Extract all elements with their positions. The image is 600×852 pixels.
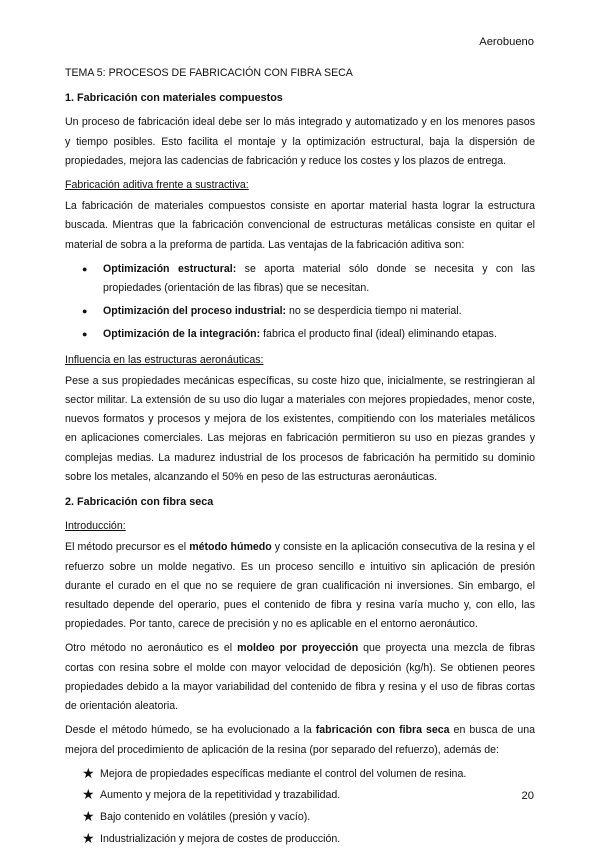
dry-fiber-benefits-list [65,765,535,849]
list-item-term: Optimización estructural: [103,262,237,275]
subheading-additive: Fabricación aditiva frente a sustractiva: [65,179,249,192]
bullet-icon: ● [82,306,88,317]
list-item: ★ Mejora de propiedades específicas mediante el control del volumen de resina. [82,765,535,784]
list-item [82,260,535,298]
list-item-term: Optimización del proceso industrial: [103,305,287,318]
subheading-aeronautical: Influencia en las estructuras aeronáuticas: [65,353,264,366]
list-item-text: fabrica el producto final (ideal) eliminando etapas. [260,328,497,341]
subheading-introduction: Introducción: [65,520,126,533]
bullet-icon: ● [82,263,88,274]
bullet-icon: ● [82,329,88,340]
list-item-text: no se desperdicia tiempo ni material. [286,305,462,318]
list-item-term: Optimización de la integración: [103,328,261,341]
advantages-list [65,260,535,345]
list-item: ★ Industrialización y mejora de costes de producción. [82,830,535,849]
star-icon: ★ [82,829,95,846]
star-icon: ★ [82,786,95,803]
section-2-paragraph-3: Desde el método húmedo, se ha evolucionado a la fabricación con fibra seca en busca de una mejora del procedimiento de aplicación de la resina (por separado del refuerzo), además de: [65,724,535,756]
list-item [82,302,535,321]
list-item: ★ Aumento y mejora de la repetitividad y trazabilidad. [82,786,535,805]
list-item: ★ Bajo contenido en volátiles (presión y vacío). [82,808,535,827]
page-header-author: Aerobueno [479,36,534,48]
list-item-text: se aporta material sólo donde se necesita y con las propiedades (orientación de las fibras) que se necesitan. [103,262,535,295]
section-2-paragraph-2: Otro método no aeronáutico es el moldeo por proyección que proyecta una mezcla de fibras cortas con resina sobre el molde con mayor velocidad de deposición (kg/h). Se obtienen peores propiedades debido a la mayor variabilidad del contenido de fibra y resina y el uso de fibras cortas de orientación aleatoria. [65,642,535,713]
section-2-paragraph-1: El método precursor es el método húmedo y consiste en la aplicación consecutiva de la resina y el refuerzo sobre un molde negativo. Es un proceso sencillo e intuitivo sin aplicación de presión durante el curado en el que no se requiere de gran cualificación ni inversiones. Sin embargo, el resultado depende del operario, pues el contenido de fibra y resina varía mucho y, con ello, las propiedades. Por tanto, carece de precisión y no es aplicable en el entorno aeronáutico. [65,541,536,631]
section-1-paragraph-2: La fabricación de materiales compuestos consiste en aportar material hasta lograr la estructura buscada. Mientras que la fabricación convencional de estructuras metálicas consiste en quitar el material de sobra a la preforma de partida. Las ventajas de la fabricación aditiva son: [65,200,535,251]
list-item [82,325,535,344]
star-icon: ★ [82,764,95,781]
document-title: TEMA 5: PROCESOS DE FABRICACIÓN CON FIBRA SECA [65,67,353,79]
section-2-heading: 2. Fabricación con fibra seca [65,496,214,509]
section-1-paragraph-3: Pese a sus propiedades mecánicas específicas, su coste hizo que, inicialmente, se restringieran al sector militar. La extensión de su uso dio lugar a materiales con mejores propiedades, menor coste, nuevos formatos y procesos y mejora de los existentes, compitiendo con los materiales metálicos en aplicaciones comerciales. Las mejoras en fabricación permitieron su uso en piezas grandes y complejas medias. La madurez industrial de los procesos de fabricación ha permitido su dominio sobre los metales, alcanzando el 50% en peso de las estructuras aeronáuticas. [65,374,535,483]
section-1-heading: 1. Fabricación con materiales compuestos [65,92,283,105]
page-number: 20 [521,790,534,802]
section-1-paragraph-1: Un proceso de fabricación ideal debe ser lo más integrado y automatizado y en los menores pasos y tiempo posibles. Esto facilita el montaje y la optimización estructural, baja la dispersión de propiedades, mejora las cadencias de fabricación y reduce los costes y los plazos de entrega. [65,116,535,167]
star-icon: ★ [82,808,95,825]
document-body [65,64,535,852]
